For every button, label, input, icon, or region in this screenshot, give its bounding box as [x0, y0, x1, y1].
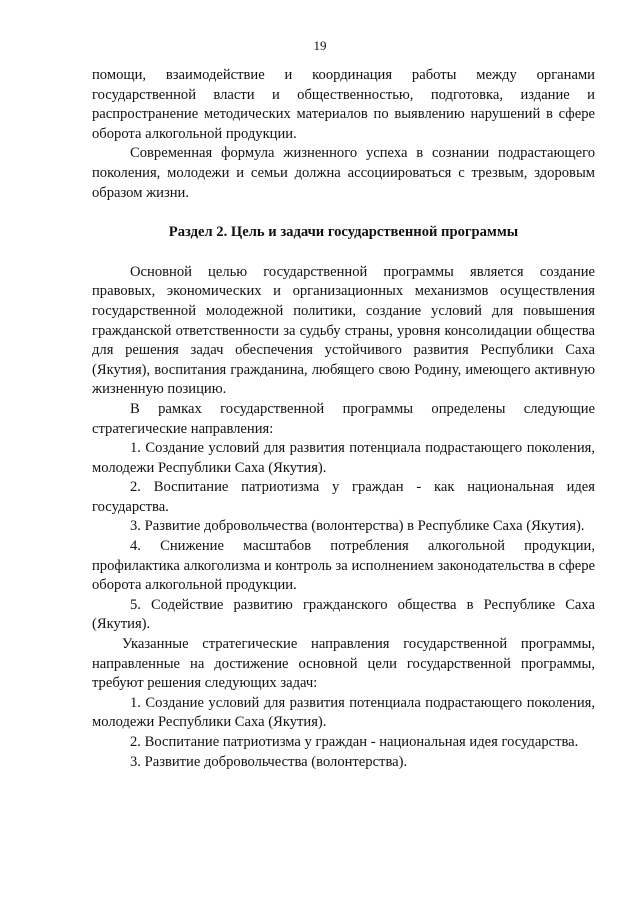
task-item-2: 2. Воспитание патриотизма у граждан - национальная идея государства.	[130, 734, 579, 750]
page-number: 19	[313, 38, 327, 53]
direction-item-2: 2. Воспитание патриотизма у граждан - как национальная идея государства.	[92, 479, 595, 515]
paragraph-tasks-intro: Указанные стратегические направления государственной программы, направленные на достижение основной цели государственной программы, требуют решения следующих задач:	[92, 636, 595, 692]
paragraph-directions-intro: В рамках государственной программы определены следующие стратегические направления:	[92, 400, 595, 437]
task-item-1: 1. Создание условий для развития потенциала подрастающего поколения, молодежи Республики Саха (Якутия).	[92, 694, 595, 731]
direction-item-5: 5. Содействие развитию гражданского общества в Республике Саха (Якутия).	[92, 596, 595, 633]
task-item-3: 3. Развитие добровольчества (волонтерства).	[130, 753, 408, 770]
direction-item-4: 4. Снижение масштабов потребления алкогольной продукции, профилактика алкоголизма и контроль за исполнением законодательства в сфере оборота алкогольной продукции.	[92, 538, 595, 594]
direction-item-3: 3. Развитие добровольчества (волонтерства) в Республике Саха (Якутия).	[130, 518, 585, 535]
paragraph-success-formula: Современная формула жизненного успеха в сознании подрастающего поколения, молодежи и семьи должна ассоциироваться с трезвым, здоровым образом жизни.	[92, 145, 595, 201]
section-heading: Раздел 2. Цель и задачи государственной программы	[168, 224, 519, 241]
paragraph-main-goal: Основной целью государственной программы является создание правовых, экономических и организационных механизмов осуществления государственной молодежной политики, создание условий для повышения гражданской ответственности за судьбу страны, уровня консолидации общества для решения задач обеспечения устойчивого развития Республики Саха (Якутия), воспитания гражданина, любящего свою Родину, имеющего активную жизненную позицию.	[92, 263, 595, 398]
document-body	[92, 66, 595, 772]
direction-item-1: 1. Создание условий для развития потенциала подрастающего поколения, молодежи Республики Саха (Якутия).	[92, 440, 595, 476]
paragraph-continuation: помощи, взаимодействие и координация работы между органами государственной власти и общественностью, подготовка, издание и распространение методических материалов по выявлению нарушений в сфере оборота алкогольной продукции.	[92, 67, 595, 142]
